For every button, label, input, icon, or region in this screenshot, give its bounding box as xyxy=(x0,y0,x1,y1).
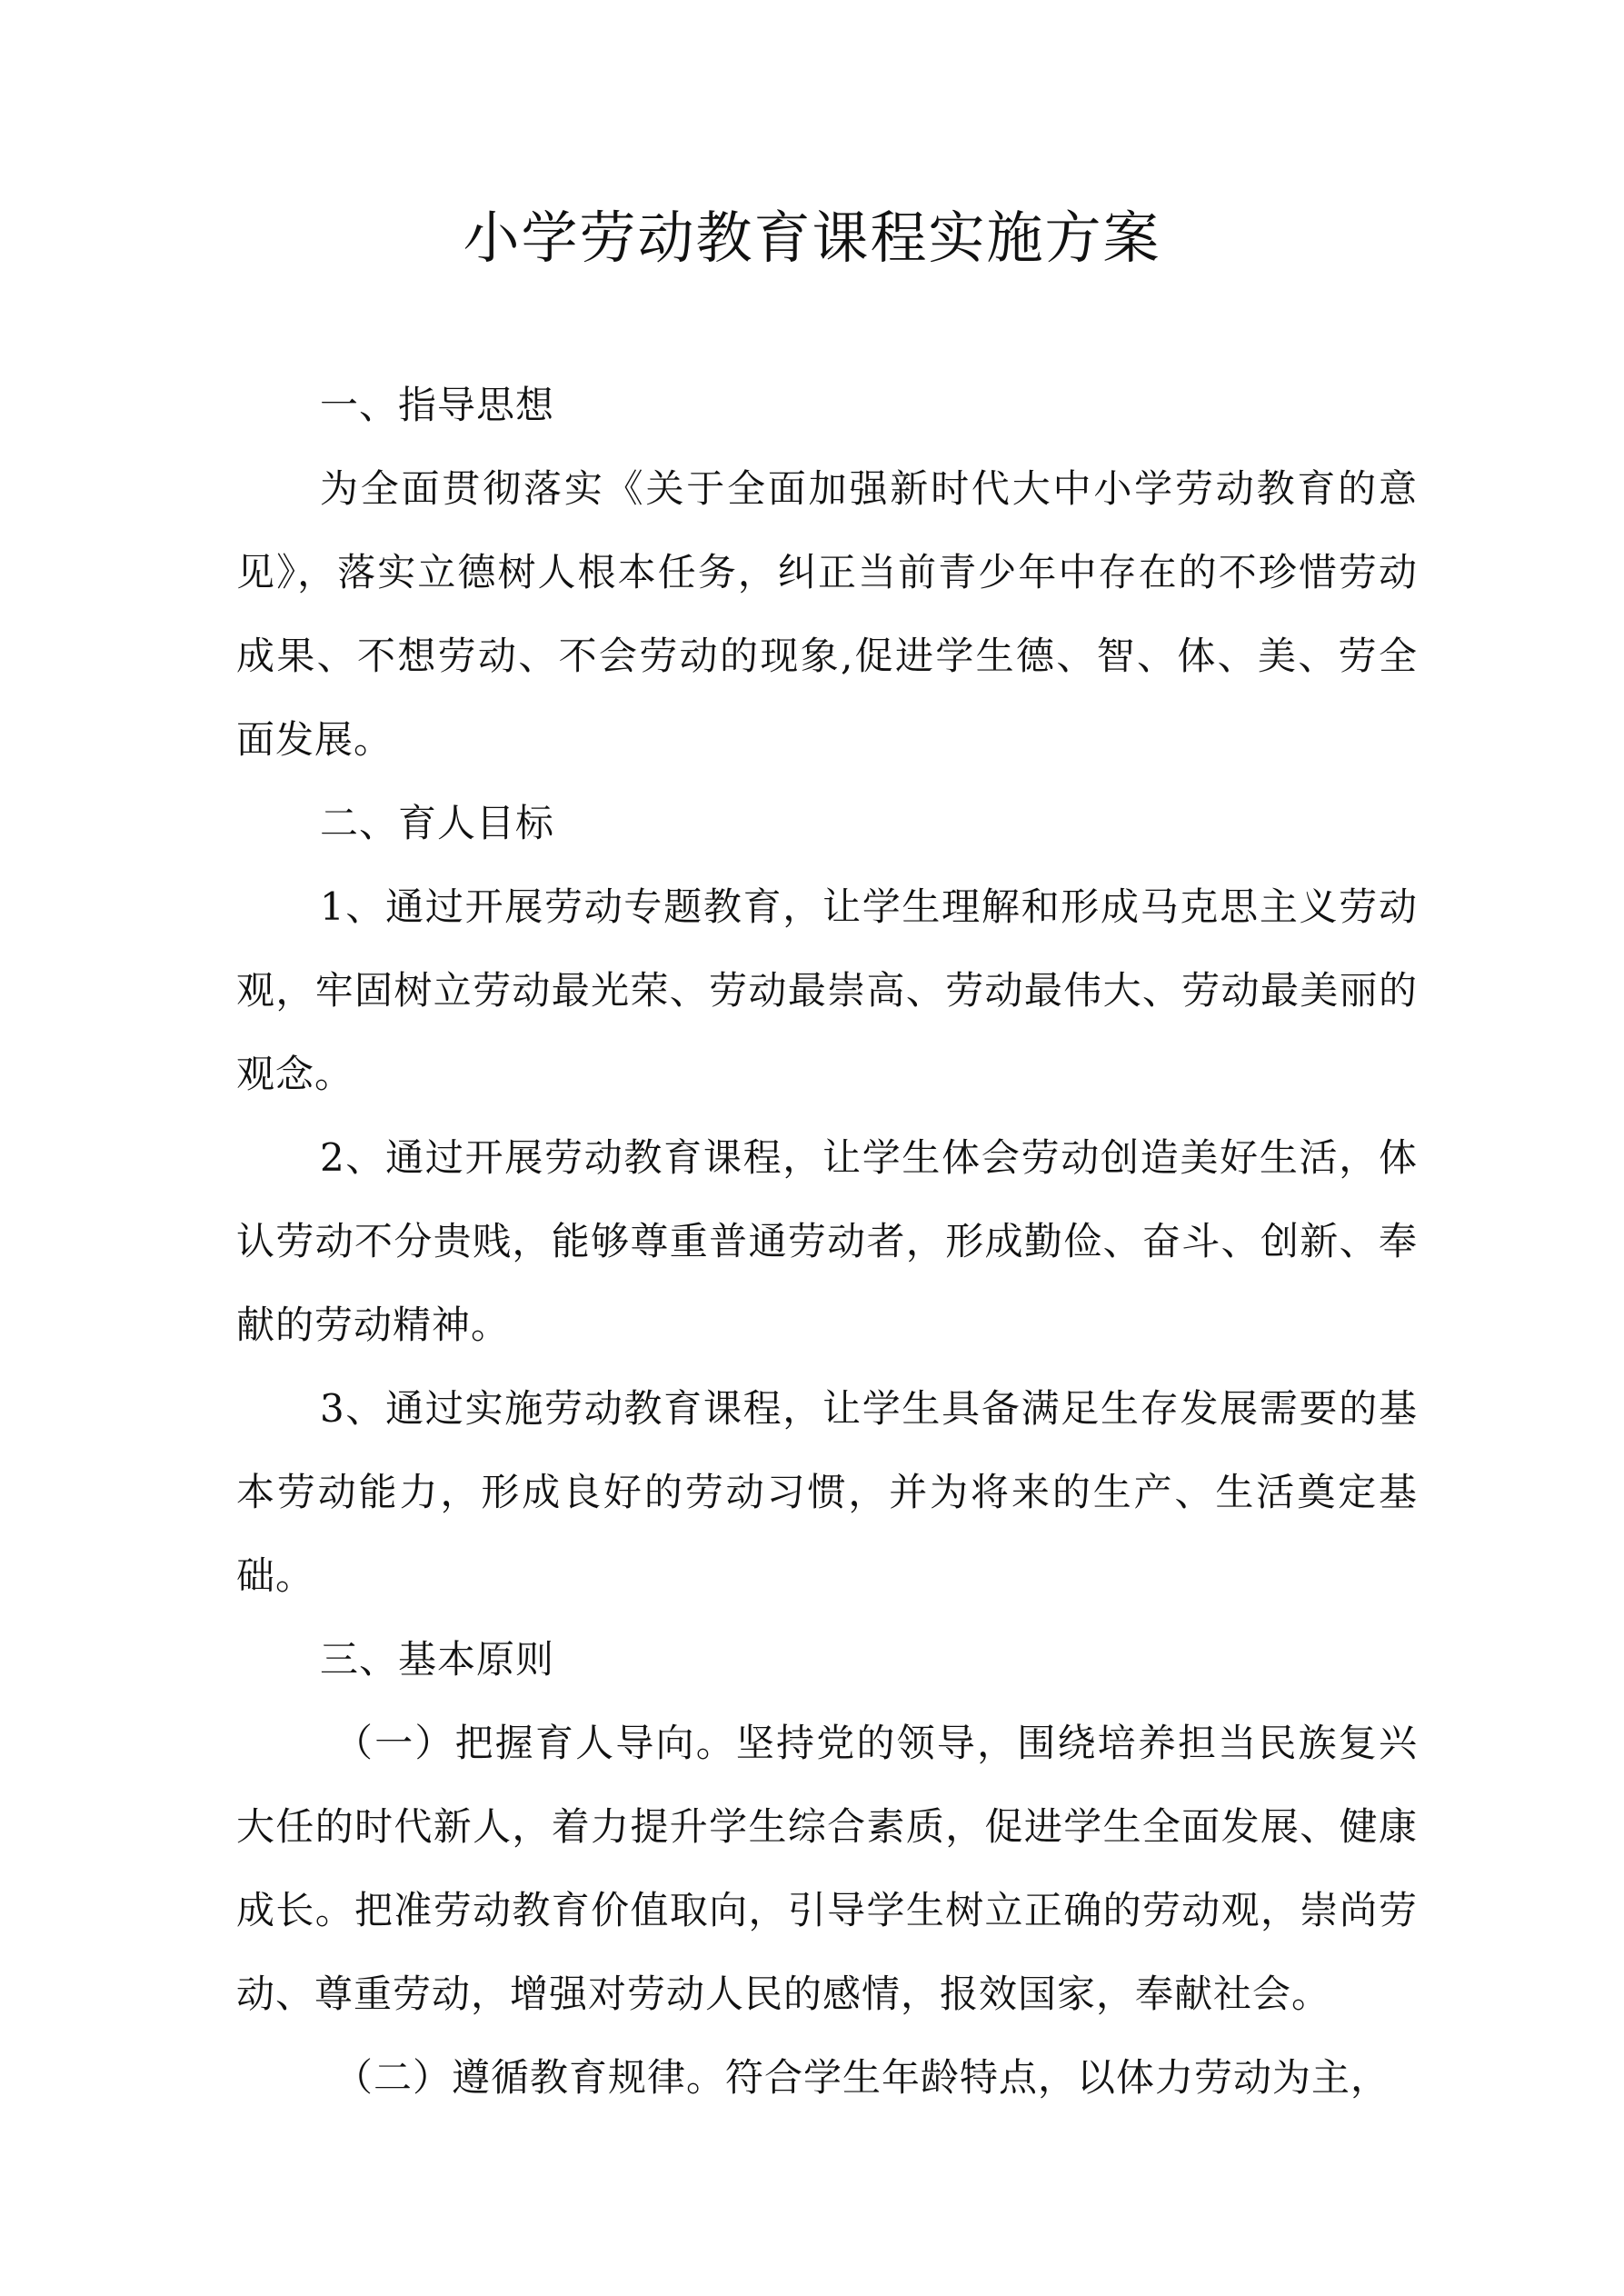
paragraph-goal-2: 2、通过开展劳动教育课程，让学生体会劳动创造美好生活，体认劳动不分贵贱，能够尊重普通劳动者，形成勤俭、奋斗、创新、奉献的劳动精神。 xyxy=(236,1135,1418,1347)
document-body xyxy=(236,364,1418,2120)
section-heading-guiding-ideology: 一、指导思想 xyxy=(320,383,555,427)
paragraph-principle-2: （二）遵循教育规律。符合学生年龄特点，以体力劳动为主， xyxy=(334,2055,1390,2100)
section-heading-basic-principles: 三、基本原则 xyxy=(320,1637,555,1682)
paragraph-goal-1: 1、通过开展劳动专题教育，让学生理解和形成马克思主义劳动观，牢固树立劳动最光荣、劳动最崇高、劳动最伟大、劳动最美丽的观念。 xyxy=(236,884,1418,1096)
paragraph-guiding-ideology: 为全面贯彻落实《关于全面加强新时代大中小学劳动教育的意见》，落实立德树人根本任务，纠正当前青少年中存在的不珍惜劳动成果、不想劳动、不会劳动的现象,促进学生德、智、体、美、劳全面发展。 xyxy=(236,466,1418,762)
paragraph-goal-3: 3、通过实施劳动教育课程，让学生具备满足生存发展需要的基本劳动能力，形成良好的劳动习惯，并为将来的生产、生活奠定基础。 xyxy=(236,1386,1418,1598)
paragraph-principle-1: （一）把握育人导向。坚持党的领导，围绕培养担当民族复兴大任的时代新人，着力提升学生综合素质，促进学生全面发展、健康成长。把准劳动教育价值取向，引导学生树立正确的劳动观，崇尚劳动、尊重劳动，增强对劳动人民的感情，报效国家，奉献社会。 xyxy=(236,1721,1418,2016)
document-title: 小学劳动教育课程实施方案 xyxy=(463,205,1161,271)
section-heading-education-goals: 二、育人目标 xyxy=(320,801,555,845)
